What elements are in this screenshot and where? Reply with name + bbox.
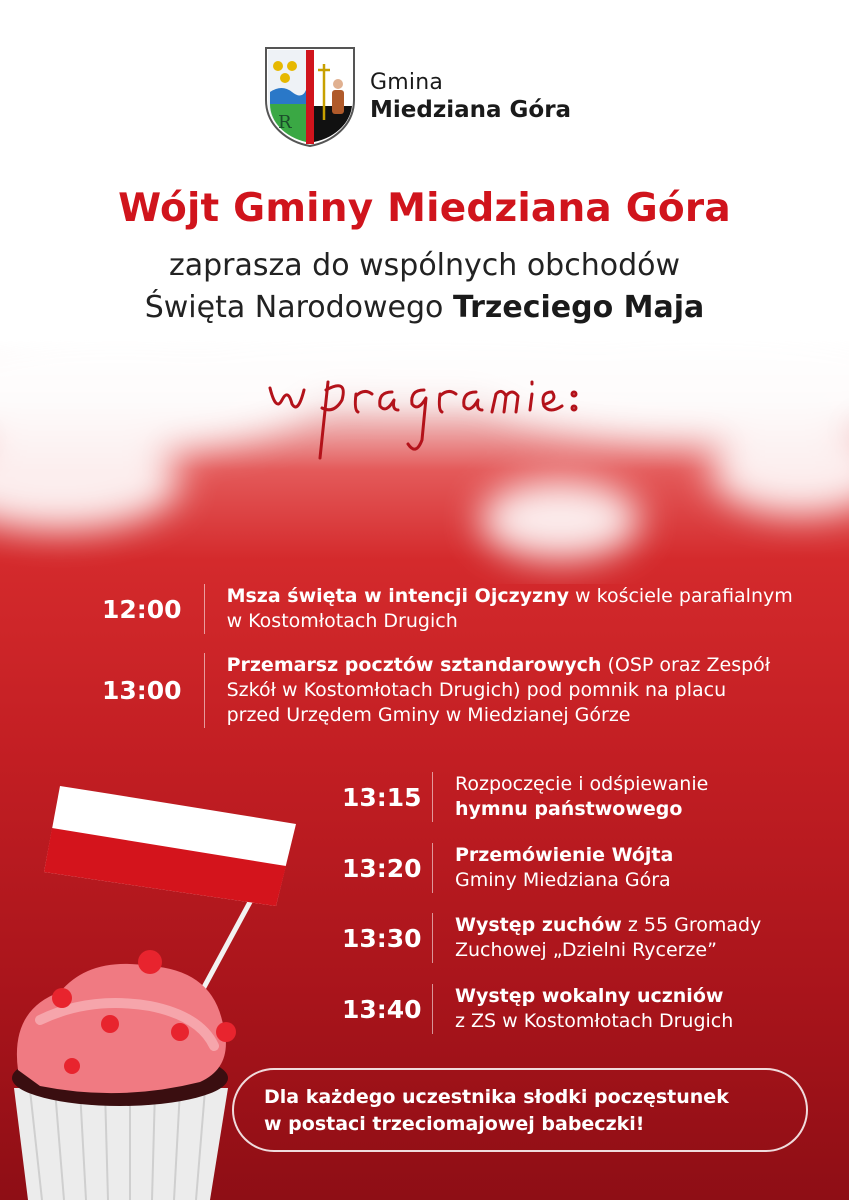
schedule-divider (432, 984, 433, 1034)
schedule-description-text: przed Urzędem Gminy w Miedzianej Górze (226, 704, 631, 726)
treat-note (232, 1068, 808, 1152)
svg-text:R: R (278, 112, 292, 133)
schedule-description-text: Gminy Miedziana Góra (455, 869, 671, 891)
schedule-time: 13:20 (342, 853, 422, 883)
schedule-row-1300 (102, 653, 770, 728)
coat-of-arms-icon (262, 44, 358, 148)
org-name-line1: Gmina (370, 69, 444, 95)
schedule-description-text: Rozpoczęcie i odśpiewanie (455, 773, 709, 795)
schedule-description-text: w Kostomłotach Drugich (226, 610, 458, 632)
schedule-divider (204, 653, 205, 728)
schedule-description (455, 772, 708, 822)
schedule-divider (204, 584, 205, 634)
schedule-row-1330 (342, 913, 761, 963)
schedule-row-1200 (102, 584, 793, 634)
schedule-description (455, 913, 761, 963)
schedule-description (227, 653, 771, 728)
schedule-description (455, 984, 733, 1034)
subtitle-line1: zaprasza do wspólnych obchodów (168, 248, 681, 283)
schedule-description-text: Zuchowej „Dzielni Rycerze” (455, 939, 717, 961)
schedule-description-bold: hymnu państwowego (455, 798, 683, 820)
schedule-description-text: Szkół w Kostomłotach Drugich) pod pomnik na placu (226, 679, 727, 701)
schedule-description-bold: Występ wokalny uczniów (455, 985, 724, 1007)
schedule-description-bold: Msza święta w intencji Ojczyzny (226, 585, 570, 607)
schedule-description (227, 584, 793, 634)
schedule-divider (432, 772, 433, 822)
schedule-description-text: w kościele parafialnym (569, 585, 793, 607)
schedule-time: 12:00 (102, 594, 182, 624)
schedule-time: 13:15 (342, 782, 422, 812)
treat-note-line1: Dla każdego uczestnika słodki poczęstunek (264, 1086, 729, 1108)
treat-note-line2: w postaci trzeciomajowej babeczki! (264, 1113, 645, 1135)
schedule-description-text: z 55 Gromady (621, 914, 762, 936)
schedule-row-1320 (342, 843, 673, 893)
org-name-line2: Miedziana Góra (370, 96, 572, 123)
subtitle-line2 (0, 290, 849, 325)
subtitle-line2-plain: Święta Narodowego (144, 290, 453, 325)
header (262, 44, 571, 148)
schedule-description-text: z ZS w Kostomłotach Drugich (455, 1010, 734, 1032)
schedule-row-1340 (342, 984, 733, 1034)
program-heading-script (262, 360, 592, 470)
schedule-row-1315 (342, 772, 708, 822)
schedule-description-bold: Występ zuchów (455, 914, 622, 936)
schedule-time: 13:00 (102, 676, 182, 705)
schedule-description-bold: Przemarsz pocztów sztandarowych (226, 654, 602, 676)
schedule-divider (432, 913, 433, 963)
schedule-description-bold: Przemówienie Wójta (455, 844, 674, 866)
page-title: Wójt Gminy Miedziana Góra (118, 186, 731, 231)
subtitle-line2-bold: Trzeciego Maja (452, 290, 705, 325)
schedule-divider (432, 843, 433, 893)
schedule-description (455, 843, 673, 893)
schedule-description-text: (OSP oraz Zespół (601, 654, 771, 676)
schedule-time: 13:30 (342, 923, 422, 953)
schedule-time: 13:40 (342, 994, 422, 1024)
